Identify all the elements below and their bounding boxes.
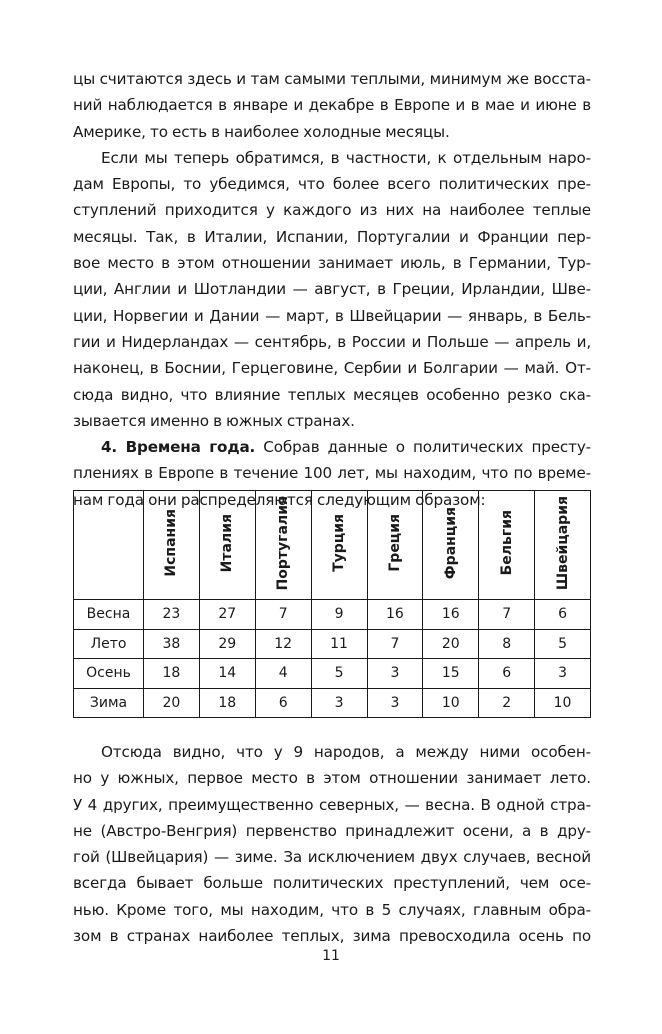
- text-line: всегда бывает больше политических преступлений, чем осе-: [73, 874, 591, 893]
- table-row: [74, 600, 591, 630]
- table-cell: 15: [423, 659, 479, 689]
- text-line: гии и Нидерландах — сентябрь, в России и Польше — апрель и,: [73, 332, 591, 351]
- table-cell: 29: [199, 629, 255, 659]
- table-cell: 16: [367, 600, 423, 630]
- row-label: Весна: [74, 600, 144, 630]
- text-line: ции, Норвегии и Дании — март, в Швейцарии — январь, в Бель-: [73, 306, 591, 325]
- table-cell: 6: [535, 600, 591, 630]
- column-header: Турция: [311, 491, 367, 600]
- seasons-table: [73, 490, 591, 718]
- text-line: не (Австро-Венгрия) первенство принадлежит осени, а в дру-: [73, 821, 591, 840]
- column-header: Греция: [367, 491, 423, 600]
- table-cell: 5: [535, 629, 591, 659]
- text-line: ступлений приходится у каждого из них на наиболее теплые: [73, 201, 591, 220]
- table-row: [74, 688, 591, 718]
- table-cell: 18: [144, 659, 200, 689]
- column-header: Италия: [199, 491, 255, 600]
- table-cell: 7: [367, 629, 423, 659]
- table-cell: 23: [144, 600, 200, 630]
- row-label: Осень: [74, 659, 144, 689]
- table-cell: 6: [479, 659, 535, 689]
- text-block-bottom: [73, 739, 591, 949]
- table-cell: 10: [535, 688, 591, 718]
- text-line: зом в странах наиболее теплых, зима превосходила осень по: [73, 927, 591, 946]
- table-cell: 18: [199, 688, 255, 718]
- section-heading: 4. Времена года.: [101, 438, 256, 457]
- table-cell: 20: [144, 688, 200, 718]
- table-cell: 7: [479, 600, 535, 630]
- table-cell: 3: [367, 688, 423, 718]
- text-line: Отсюда видно, что у 9 народов, а между ними особен-: [101, 743, 591, 761]
- table-cell: 3: [535, 659, 591, 689]
- table-cell: 6: [255, 688, 311, 718]
- table-cell: 20: [423, 629, 479, 659]
- table-cell: 3: [311, 688, 367, 718]
- text-line: гой (Швейцария) — зиме. За исключением двух случаев, весной: [73, 848, 591, 867]
- table-cell: 11: [311, 629, 367, 659]
- table-cell: 7: [255, 600, 311, 630]
- text-line: дам Европы, то убедимся, что более всего политических пре-: [73, 175, 591, 194]
- table-cell: 9: [311, 600, 367, 630]
- table-corner-cell: [74, 491, 144, 600]
- table-cell: 2: [479, 688, 535, 718]
- text-line: наконец, в Боснии, Герцеговине, Сербии и Болгарии — май. От-: [73, 359, 591, 378]
- row-label: Зима: [74, 688, 144, 718]
- text-line: сюда видно, что влияние теплых месяцев особенно резко ска-: [73, 385, 591, 404]
- column-header: Испания: [144, 491, 200, 600]
- text-line: плениях в Европе в течение 100 лет, мы находим, что по време-: [73, 464, 591, 483]
- table-cell: 3: [367, 659, 423, 689]
- section-heading-line: [73, 434, 591, 460]
- text-line: ции, Англии и Шотландии — август, в Греции, Ирландии, Шве-: [73, 280, 591, 299]
- column-header: Швейцария: [535, 491, 591, 600]
- text-line: ний наблюдается в январе и декабре в Европе и в мае и июне в: [73, 96, 591, 115]
- table-cell: 16: [423, 600, 479, 630]
- table-cell: 14: [199, 659, 255, 689]
- column-header: Португалия: [255, 491, 311, 600]
- text-line: но у южных, первое место в этом отношении занимает лето.: [73, 769, 591, 788]
- text-line: цы считаются здесь и там самыми теплыми, минимум же восста-: [73, 70, 591, 88]
- text-line: Америке, то есть в наиболее холодные месяцы.: [73, 122, 450, 141]
- text-line: зывается именно в южных странах.: [73, 411, 355, 430]
- text-block-top: [73, 66, 591, 513]
- table-cell: 8: [479, 629, 535, 659]
- column-header: Франция: [423, 491, 479, 600]
- text-line: месяцы. Так, в Италии, Испании, Португалии и Франции пер-: [73, 227, 591, 246]
- table-row: [74, 629, 591, 659]
- text-span: Собрав данные о политических престу-: [263, 438, 591, 457]
- text-line: нам года они распределяются следующим образом:: [73, 490, 486, 509]
- table-cell: 5: [311, 659, 367, 689]
- table-cell: 27: [199, 600, 255, 630]
- text-line: Если мы теперь обратимся, в частности, к отдельным наро-: [101, 148, 591, 167]
- table-row: [74, 659, 591, 689]
- column-header: Бельгия: [479, 491, 535, 600]
- table-cell: 38: [144, 629, 200, 659]
- page-number: 11: [322, 948, 340, 964]
- text-line: вое место в этом отношении занимает июль, в Германии, Тур-: [73, 254, 591, 273]
- table-header-row: [74, 491, 591, 600]
- text-line: У 4 других, преимущественно северных, — весна. В одной стра-: [73, 795, 591, 814]
- row-label: Лето: [74, 629, 144, 659]
- table-cell: 12: [255, 629, 311, 659]
- table-cell: 10: [423, 688, 479, 718]
- table-cell: 4: [255, 659, 311, 689]
- text-line: нью. Кроме того, мы находим, что в 5 случаях, главным обра-: [73, 900, 591, 919]
